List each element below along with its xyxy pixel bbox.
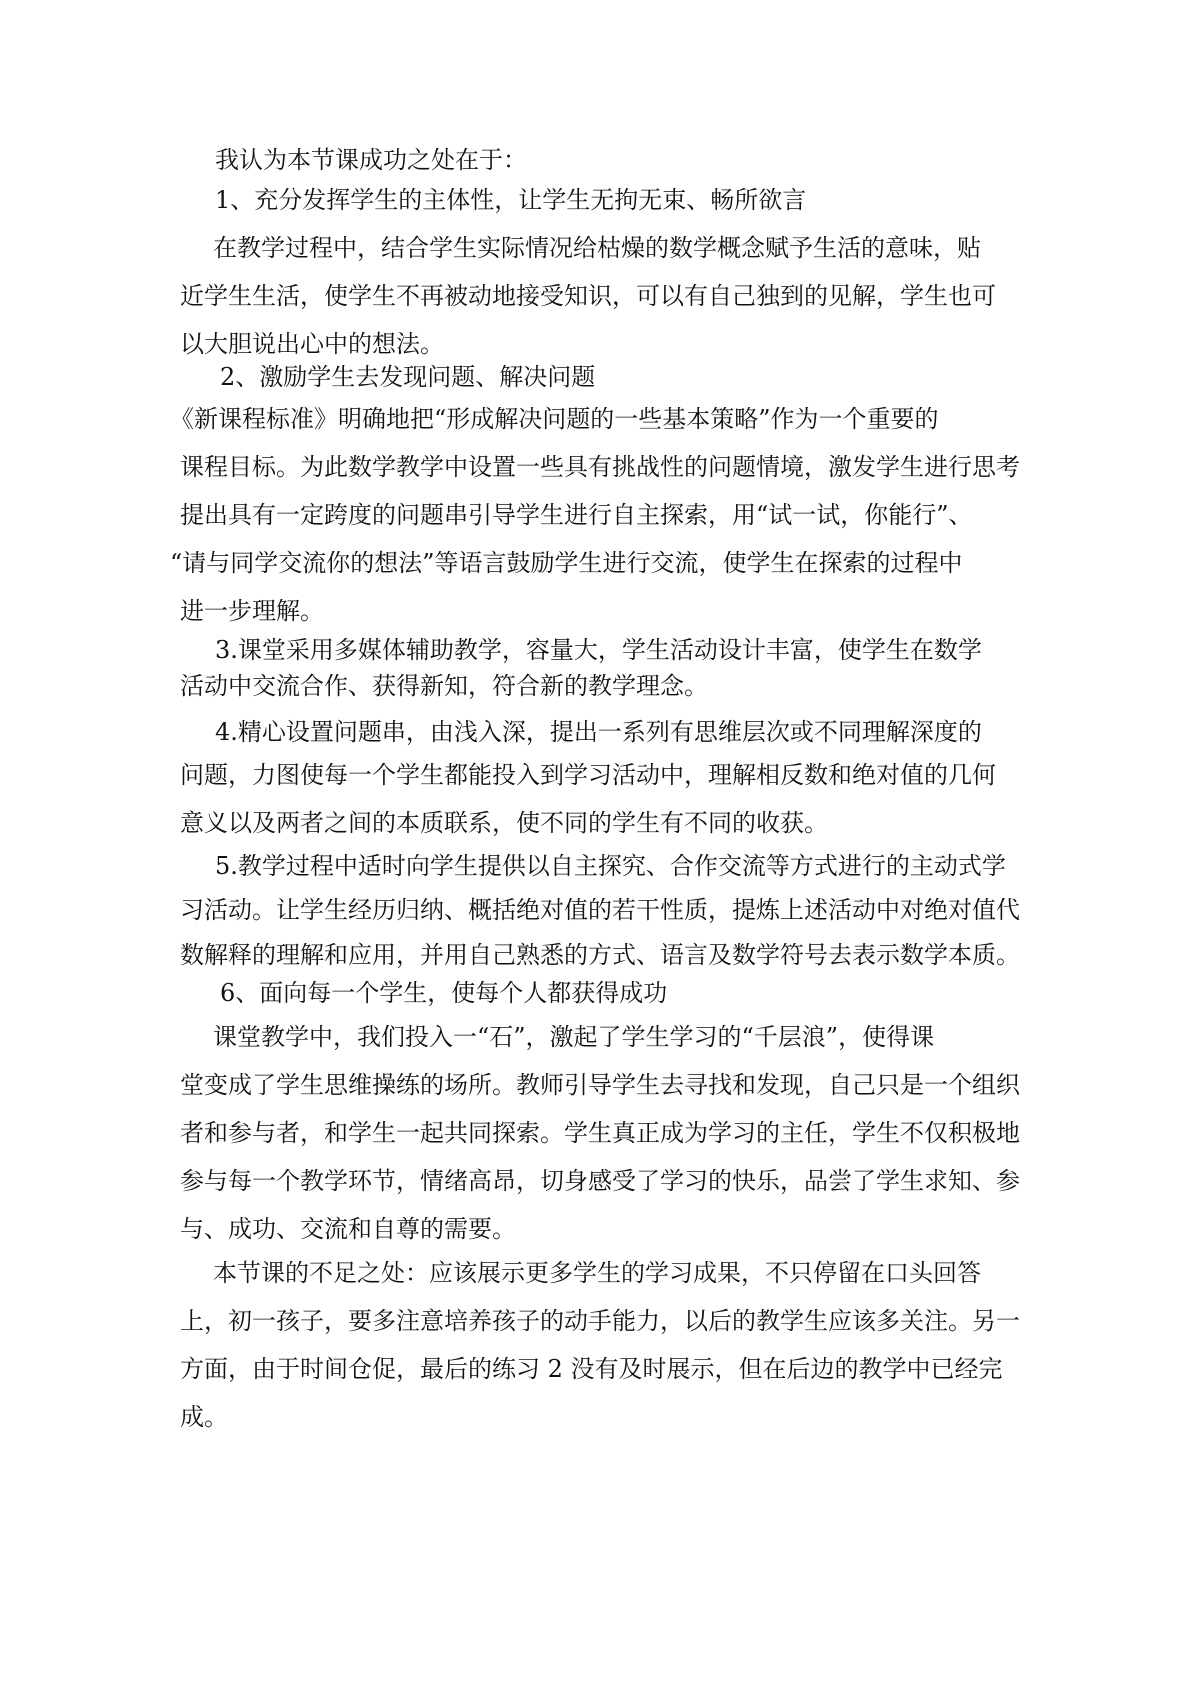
text-line: “请与同学交流你的想法”等语言鼓励学生进行交流，使学生在探索的过程中 (170, 549, 963, 577)
text-line: 1、充分发挥学生的主体性，让学生无拘无束、畅所欲言 (215, 186, 807, 214)
text-line: 4.精心设置问题串，由浅入深，提出一系列有思维层次或不同理解深度的 (215, 718, 982, 746)
text-line: 提出具有一定跨度的问题串引导学生进行自主探索，用“试一试，你能行”、 (180, 501, 973, 529)
text-line: 以大胆说出心中的想法。 (180, 330, 444, 358)
text-line: 3.课堂采用多媒体辅助教学，容量大，学生活动设计丰富，使学生在数学 (215, 636, 982, 664)
text-line: 堂变成了学生思维操练的场所。教师引导学生去寻找和发现，自己只是一个组织 (180, 1071, 1020, 1099)
text-line: 近学生生活，使学生不再被动地接受知识，可以有自己独到的见解，学生也可 (180, 282, 996, 310)
text-line: 本节课的不足之处：应该展示更多学生的学习成果，不只停留在口头回答 (213, 1259, 981, 1287)
text-line: 者和参与者，和学生一起共同探索。学生真正成为学习的主任，学生不仅积极地 (180, 1119, 1020, 1147)
text-line: 习活动。让学生经历归纳、概括绝对值的若干性质，提炼上述活动中对绝对值代 (180, 896, 1020, 924)
text-line: 上，初一孩子，要多注意培养孩子的动手能力，以后的教学生应该多关注。另一 (180, 1307, 1020, 1335)
text-line: 意义以及两者之间的本质联系，使不同的学生有不同的收获。 (180, 809, 828, 837)
text-line: 6、面向每一个学生，使每个人都获得成功 (220, 979, 668, 1007)
text-line: 参与每一个教学环节，情绪高昂，切身感受了学习的快乐，品尝了学生求知、参 (180, 1167, 1020, 1195)
text-line: 方面，由于时间仓促，最后的练习 2 没有及时展示，但在后边的教学中已经完 (180, 1355, 1003, 1383)
text-line: 2、激励学生去发现问题、解决问题 (220, 363, 596, 391)
text-line: 问题，力图使每一个学生都能投入到学习活动中，理解相反数和绝对值的几何 (180, 761, 996, 789)
text-line: 成。 (180, 1403, 228, 1431)
text-line: 《新课程标准》明确地把“形成解决问题的一些基本策略”作为一个重要的 (170, 405, 939, 433)
text-line: 在教学过程中，结合学生实际情况给枯燥的数学概念赋予生活的意味，贴 (213, 234, 981, 262)
text-line: 活动中交流合作、获得新知，符合新的教学理念。 (180, 672, 708, 700)
text-line: 课堂教学中，我们投入一“石”，激起了学生学习的“千层浪”，使得课 (213, 1023, 935, 1051)
text-line: 数解释的理解和应用，并用自己熟悉的方式、语言及数学符号去表示数学本质。 (180, 941, 1020, 969)
text-line: 我认为本节课成功之处在于： (215, 146, 527, 174)
text-line: 课程目标。为此数学教学中设置一些具有挑战性的问题情境，激发学生进行思考 (180, 453, 1020, 481)
text-line: 5.教学过程中适时向学生提供以自主探究、合作交流等方式进行的主动式学 (215, 852, 1006, 880)
text-line: 与、成功、交流和自尊的需要。 (180, 1215, 516, 1243)
text-line: 进一步理解。 (180, 597, 324, 625)
